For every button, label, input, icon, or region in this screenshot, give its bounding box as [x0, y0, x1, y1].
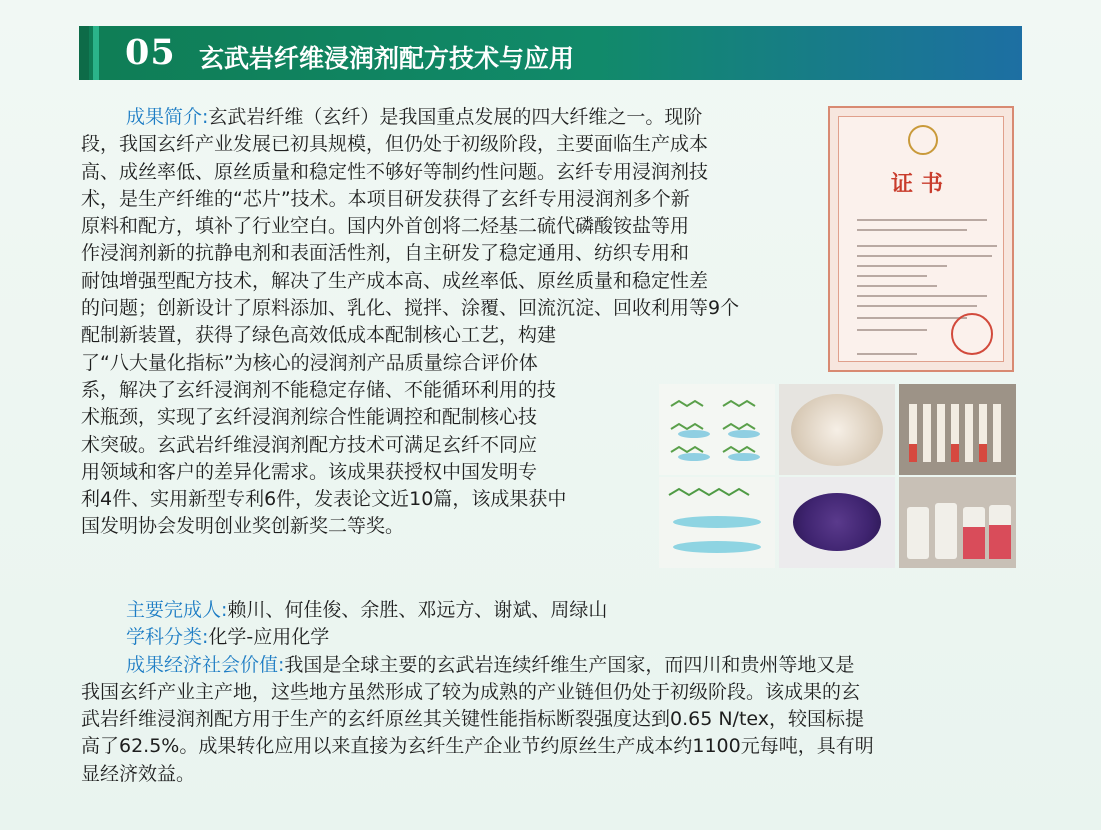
lab-tubes-image [899, 384, 1016, 475]
sample-bottles-image [899, 477, 1016, 568]
intro-line: 原料和配方，填补了行业空白。国内外首创将二烃基二硫代磷酸铵盐等用 [81, 215, 690, 238]
certificate-image [828, 106, 1014, 372]
research-photo-grid [659, 384, 1016, 568]
crystal-sample-image [779, 477, 895, 568]
section-number: 05 [125, 32, 176, 73]
value-line: 高了62.5%。成果转化应用以来直接为玄纤生产企业节约原丝生产成本约1100元每吨，具有明 [81, 735, 874, 758]
intro-line: 系，解决了玄纤浸润剂不能稳定存储、不能循环利用的技 [81, 378, 557, 401]
fiber-sample-image [779, 384, 895, 475]
intro-line: 利4件、实用新型专利6件，发表论文近10篇，该成果获中 [81, 488, 567, 511]
intro-line: 术突破。玄武岩纤维浸润剂配方技术可满足玄纤不同应 [81, 433, 538, 456]
intro-line: 段，我国玄纤产业发展已初具规模，但仍处于初级阶段，主要面临生产成本 [81, 133, 709, 156]
intro-line: 作浸润剂新的抗静电剂和表面活性剂，自主研发了稳定通用、纺织专用和 [81, 242, 690, 265]
intro-line: 术，是生产纤维的“芯片”技术。本项目研发获得了玄纤专用浸润剂多个新 [81, 187, 690, 210]
persons-label: 主要完成人: [126, 599, 228, 621]
intro-line: 高、成丝率低、原丝质量和稳定性不够好等制约性问题。玄纤专用浸润剂技 [81, 160, 709, 183]
intro-line: 用领域和客户的差异化需求。该成果获授权中国发明专 [81, 460, 538, 483]
intro-line: 的问题；创新设计了原料添加、乳化、搅拌、涂覆、回流沉淀、回收利用等9个 [81, 297, 740, 320]
value-line: 武岩纤维浸润剂配方用于生产的玄纤原丝其关键性能指标断裂强度达到0.65 N/tex，较国标提 [81, 708, 865, 731]
persons-value: 赖川、何佳俊、余胜、邓远方、谢斌、周绿山 [227, 599, 608, 621]
intro-line: 术瓶颈，实现了玄纤浸润剂综合性能调控和配制核心技 [81, 406, 538, 429]
certificate-seal-icon [951, 313, 993, 355]
persons-line [81, 597, 1021, 624]
molecular-structure-image [659, 477, 775, 568]
meta-block [81, 597, 1021, 788]
intro-label: 成果简介: [126, 106, 209, 128]
intro-line: 配制新装置，获得了绿色高效低成本配制核心工艺，构建 [81, 324, 557, 347]
section-header [79, 26, 1022, 80]
intro-line: 国发明协会发明创业奖创新奖二等奖。 [81, 515, 405, 538]
category-line [81, 624, 1021, 651]
intro-line: 耐蚀增强型配方技术，解决了生产成本高、成丝率低、原丝质量和稳定性差 [81, 269, 709, 292]
category-label: 学科分类: [126, 626, 209, 649]
intro-line: 了“八大量化指标”为核心的浸润剂产品质量综合评价体 [81, 351, 538, 374]
category-value: 化学-应用化学 [208, 626, 330, 649]
certificate-emblem-icon [908, 125, 938, 155]
value-line: 显经济效益。 [81, 762, 196, 785]
value-line: 我国玄纤产业主产地，这些地方虽然形成了较为成熟的产业链但仍处于初级阶段。该成果的玄 [81, 680, 861, 703]
molecule-diagram-image [659, 384, 775, 475]
section-title: 玄武岩纤维浸润剂配方技术与应用 [199, 44, 575, 73]
value-line: 成果经济社会价值:我国是全球主要的玄武岩连续纤维生产国家，而四川和贵州等地又是 [126, 653, 855, 676]
certificate-title: 证书 [890, 172, 951, 197]
value-label: 成果经济社会价值: [126, 653, 285, 676]
header-accent-bar [79, 26, 89, 80]
header-accent-bar-light [93, 26, 99, 80]
intro-line: 成果简介:玄武岩纤维（玄纤）是我国重点发展的四大纤维之一。现阶 [126, 106, 703, 128]
